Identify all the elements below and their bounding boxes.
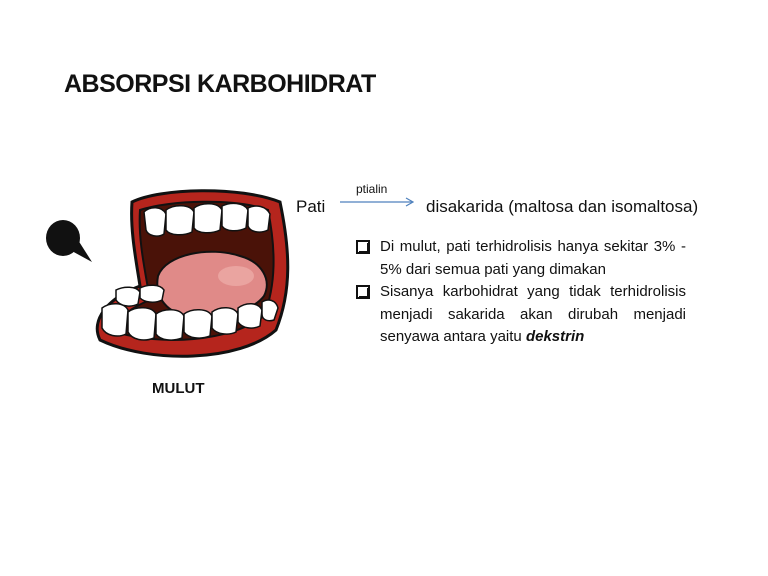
bullet-emphasis: dekstrin (525, 328, 585, 345)
reaction-arrow-icon (340, 196, 414, 208)
reaction-substrate: Pati (296, 197, 326, 216)
reaction-enzyme: ptialin (356, 182, 388, 196)
speech-bubble-icon (46, 220, 92, 262)
open-mouth-icon (40, 180, 300, 380)
bullet-text (380, 281, 686, 349)
bullet-list (356, 236, 686, 349)
checkbox-bullet-icon (356, 285, 370, 299)
reaction-product: disakarida (maltosa dan isomaltosa) (426, 197, 699, 216)
checkbox-bullet-icon (356, 240, 370, 254)
reaction-equation (296, 180, 756, 220)
list-item (356, 236, 686, 281)
bullet-text: Di mulut, pati terhidrolisis hanya sekitar 3% - 5% dari semua pati yang dimakan (380, 238, 686, 278)
mouth-label: MULUT (152, 380, 205, 397)
slide-title: ABSORPSI KARBOHIDRAT (64, 70, 376, 98)
bullet-text-main: Sisanya karbohidrat yang tidak terhidrolisis menjadi sakarida akan dirubah menjadi senyawa antara yaitu (380, 283, 686, 345)
list-item (356, 281, 686, 349)
